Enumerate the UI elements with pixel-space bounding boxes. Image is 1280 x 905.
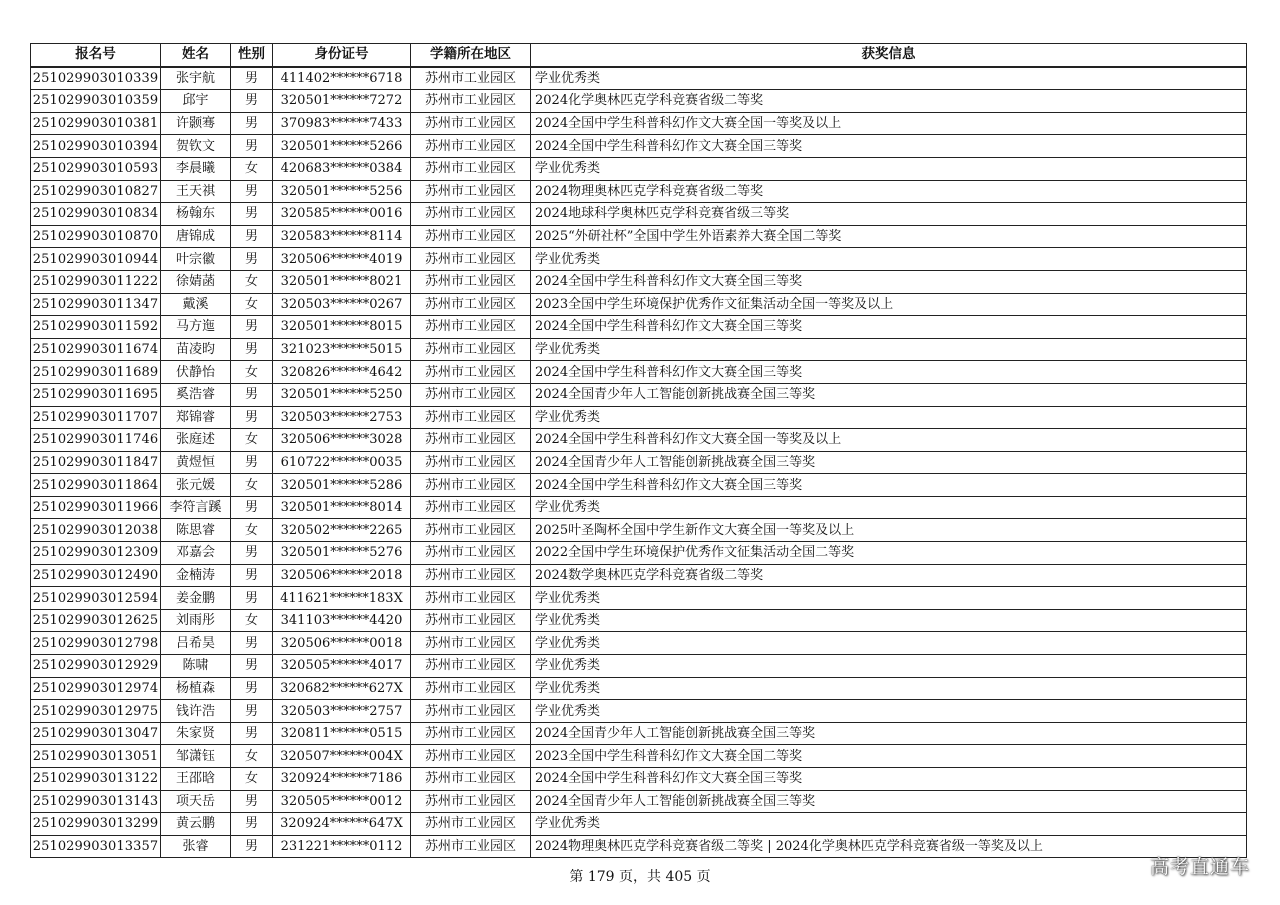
cell-name: 李符言蹊 <box>161 496 231 519</box>
cell-region: 苏州市工业园区 <box>411 451 531 474</box>
cell-award-info: 2024全国中学生科普科幻作文大赛全国三等奖 <box>531 474 1247 497</box>
cell-registration-number: 251029903010381 <box>31 112 161 135</box>
cell-registration-number: 251029903012625 <box>31 609 161 632</box>
cell-award-info: 2024全国青少年人工智能创新挑战赛全国三等奖 <box>531 790 1247 813</box>
cell-award-info: 学业优秀类 <box>531 157 1247 180</box>
cell-id-card: 320924******647X <box>273 813 411 836</box>
cell-name: 许颢骞 <box>161 112 231 135</box>
cell-name: 黄云鹏 <box>161 813 231 836</box>
cell-award-info: 2024全国中学生科普科幻作文大赛全国三等奖 <box>531 270 1247 293</box>
table-row <box>31 790 1247 813</box>
cell-award-info: 学业优秀类 <box>531 406 1247 429</box>
cell-region: 苏州市工业园区 <box>411 383 531 406</box>
cell-region: 苏州市工业园区 <box>411 722 531 745</box>
cell-region: 苏州市工业园区 <box>411 406 531 429</box>
cell-region: 苏州市工业园区 <box>411 768 531 791</box>
cell-gender: 男 <box>231 790 273 813</box>
cell-gender: 男 <box>231 632 273 655</box>
cell-registration-number: 251029903012975 <box>31 700 161 723</box>
table-row <box>31 293 1247 316</box>
cell-gender: 男 <box>231 203 273 226</box>
cell-award-info: 2024全国中学生科普科幻作文大赛全国一等奖及以上 <box>531 429 1247 452</box>
cell-gender: 女 <box>231 768 273 791</box>
header-gender: 性别 <box>231 44 273 67</box>
cell-id-card: 320502******2265 <box>273 519 411 542</box>
table-row <box>31 90 1247 113</box>
cell-award-info: 学业优秀类 <box>531 655 1247 678</box>
cell-award-info: 学业优秀类 <box>531 632 1247 655</box>
cell-registration-number: 251029903013047 <box>31 722 161 745</box>
table-row <box>31 587 1247 610</box>
cell-region: 苏州市工业园区 <box>411 157 531 180</box>
cell-id-card: 320682******627X <box>273 677 411 700</box>
cell-gender: 女 <box>231 270 273 293</box>
header-name: 姓名 <box>161 44 231 67</box>
cell-gender: 男 <box>231 677 273 700</box>
cell-registration-number: 251029903011746 <box>31 429 161 452</box>
cell-id-card: 320506******2018 <box>273 564 411 587</box>
cell-gender: 男 <box>231 496 273 519</box>
cell-gender: 男 <box>231 587 273 610</box>
table-row <box>31 745 1247 768</box>
cell-registration-number: 251029903012929 <box>31 655 161 678</box>
cell-region: 苏州市工业园区 <box>411 180 531 203</box>
cell-registration-number: 251029903010339 <box>31 67 161 90</box>
cell-award-info: 2024数学奥林匹克学科竞赛省级二等奖 <box>531 564 1247 587</box>
cell-award-info: 学业优秀类 <box>531 67 1247 90</box>
table-row <box>31 519 1247 542</box>
cell-id-card: 320811******0515 <box>273 722 411 745</box>
cell-name: 朱家贤 <box>161 722 231 745</box>
table-row <box>31 474 1247 497</box>
cell-name: 伏静怡 <box>161 361 231 384</box>
cell-award-info: 2024物理奥林匹克学科竞赛省级二等奖 <box>531 180 1247 203</box>
cell-region: 苏州市工业园区 <box>411 790 531 813</box>
cell-registration-number: 251029903012309 <box>31 542 161 565</box>
watermark-logo-text: 高考直通车 <box>1149 856 1250 878</box>
cell-award-info: 2023全国中学生科普科幻作文大赛全国二等奖 <box>531 745 1247 768</box>
cell-award-info: 学业优秀类 <box>531 496 1247 519</box>
cell-id-card: 320501******5276 <box>273 542 411 565</box>
cell-id-card: 320505******0012 <box>273 790 411 813</box>
cell-gender: 女 <box>231 474 273 497</box>
table-row <box>31 496 1247 519</box>
table-row <box>31 564 1247 587</box>
cell-name: 陈思睿 <box>161 519 231 542</box>
cell-award-info: 2024全国中学生科普科幻作文大赛全国三等奖 <box>531 135 1247 158</box>
cell-award-info: 2024全国中学生科普科幻作文大赛全国三等奖 <box>531 316 1247 339</box>
cell-award-info: 2023全国中学生环境保护优秀作文征集活动全国一等奖及以上 <box>531 293 1247 316</box>
table-row <box>31 157 1247 180</box>
cell-registration-number: 251029903011847 <box>31 451 161 474</box>
cell-name: 李晨曦 <box>161 157 231 180</box>
table-row <box>31 835 1247 858</box>
cell-name: 钱许浩 <box>161 700 231 723</box>
cell-id-card: 320501******7272 <box>273 90 411 113</box>
table-row <box>31 429 1247 452</box>
cell-award-info: 2024全国中学生科普科幻作文大赛全国三等奖 <box>531 768 1247 791</box>
header-region: 学籍所在地区 <box>411 44 531 67</box>
cell-region: 苏州市工业园区 <box>411 203 531 226</box>
cell-registration-number: 251029903010593 <box>31 157 161 180</box>
table-row <box>31 677 1247 700</box>
cell-gender: 男 <box>231 655 273 678</box>
cell-registration-number: 251029903012594 <box>31 587 161 610</box>
cell-name: 奚浩睿 <box>161 383 231 406</box>
cell-award-info: 学业优秀类 <box>531 609 1247 632</box>
cell-award-info: 学业优秀类 <box>531 248 1247 271</box>
table-row <box>31 135 1247 158</box>
cell-gender: 女 <box>231 609 273 632</box>
cell-gender: 男 <box>231 542 273 565</box>
cell-award-info: 2024全国中学生科普科幻作文大赛全国一等奖及以上 <box>531 112 1247 135</box>
cell-gender: 男 <box>231 112 273 135</box>
cell-id-card: 411402******6718 <box>273 67 411 90</box>
cell-registration-number: 251029903013299 <box>31 813 161 836</box>
cell-registration-number: 251029903013051 <box>31 745 161 768</box>
cell-region: 苏州市工业园区 <box>411 293 531 316</box>
cell-region: 苏州市工业园区 <box>411 677 531 700</box>
cell-gender: 男 <box>231 316 273 339</box>
cell-region: 苏州市工业园区 <box>411 496 531 519</box>
cell-id-card: 320506******3028 <box>273 429 411 452</box>
cell-name: 王邵晗 <box>161 768 231 791</box>
cell-gender: 男 <box>231 835 273 858</box>
cell-gender: 女 <box>231 429 273 452</box>
cell-id-card: 320503******2753 <box>273 406 411 429</box>
table-row <box>31 383 1247 406</box>
cell-registration-number: 251029903013122 <box>31 768 161 791</box>
cell-name: 邓嘉会 <box>161 542 231 565</box>
cell-registration-number: 251029903010944 <box>31 248 161 271</box>
cell-award-info: 2025“外研社杯”全国中学生外语素养大赛全国二等奖 <box>531 225 1247 248</box>
cell-award-info: 2024全国青少年人工智能创新挑战赛全国三等奖 <box>531 451 1247 474</box>
cell-name: 徐婧菡 <box>161 270 231 293</box>
cell-region: 苏州市工业园区 <box>411 225 531 248</box>
cell-gender: 男 <box>231 406 273 429</box>
cell-id-card: 610722******0035 <box>273 451 411 474</box>
cell-gender: 女 <box>231 157 273 180</box>
cell-registration-number: 251029903011966 <box>31 496 161 519</box>
cell-region: 苏州市工业园区 <box>411 564 531 587</box>
cell-name: 戴溪 <box>161 293 231 316</box>
cell-gender: 女 <box>231 745 273 768</box>
cell-registration-number: 251029903011674 <box>31 338 161 361</box>
table-row <box>31 270 1247 293</box>
cell-region: 苏州市工业园区 <box>411 270 531 293</box>
cell-id-card: 320583******8114 <box>273 225 411 248</box>
cell-id-card: 320826******4642 <box>273 361 411 384</box>
cell-gender: 男 <box>231 90 273 113</box>
cell-gender: 男 <box>231 225 273 248</box>
cell-region: 苏州市工业园区 <box>411 338 531 361</box>
cell-region: 苏州市工业园区 <box>411 835 531 858</box>
cell-region: 苏州市工业园区 <box>411 609 531 632</box>
table-row <box>31 225 1247 248</box>
header-id-card: 身份证号 <box>273 44 411 67</box>
cell-registration-number: 251029903012490 <box>31 564 161 587</box>
cell-registration-number: 251029903011695 <box>31 383 161 406</box>
cell-registration-number: 251029903012974 <box>31 677 161 700</box>
table-row <box>31 338 1247 361</box>
cell-name: 邹潇钰 <box>161 745 231 768</box>
cell-region: 苏州市工业园区 <box>411 542 531 565</box>
cell-gender: 男 <box>231 722 273 745</box>
cell-name: 叶宗徽 <box>161 248 231 271</box>
cell-award-info: 学业优秀类 <box>531 587 1247 610</box>
table-row <box>31 248 1247 271</box>
cell-award-info: 2024化学奥林匹克学科竞赛省级二等奖 <box>531 90 1247 113</box>
cell-region: 苏州市工业园区 <box>411 67 531 90</box>
cell-award-info: 2024全国中学生科普科幻作文大赛全国三等奖 <box>531 361 1247 384</box>
cell-name: 郑锦睿 <box>161 406 231 429</box>
cell-registration-number: 251029903011689 <box>31 361 161 384</box>
table-row <box>31 632 1247 655</box>
cell-registration-number: 251029903011707 <box>31 406 161 429</box>
cell-region: 苏州市工业园区 <box>411 429 531 452</box>
cell-gender: 女 <box>231 519 273 542</box>
table-row <box>31 542 1247 565</box>
cell-registration-number: 251029903010394 <box>31 135 161 158</box>
cell-id-card: 320501******8021 <box>273 270 411 293</box>
table-row <box>31 361 1247 384</box>
cell-registration-number: 251029903012038 <box>31 519 161 542</box>
cell-region: 苏州市工业园区 <box>411 248 531 271</box>
header-registration-number: 报名号 <box>31 44 161 67</box>
cell-id-card: 420683******0384 <box>273 157 411 180</box>
cell-region: 苏州市工业园区 <box>411 813 531 836</box>
cell-gender: 男 <box>231 700 273 723</box>
cell-region: 苏州市工业园区 <box>411 90 531 113</box>
cell-name: 贺钦文 <box>161 135 231 158</box>
cell-name: 项天岳 <box>161 790 231 813</box>
cell-award-info: 2025叶圣陶杯全国中学生新作文大赛全国一等奖及以上 <box>531 519 1247 542</box>
cell-region: 苏州市工业园区 <box>411 519 531 542</box>
cell-name: 王天祺 <box>161 180 231 203</box>
cell-name: 吕希昊 <box>161 632 231 655</box>
cell-award-info: 学业优秀类 <box>531 813 1247 836</box>
cell-gender: 女 <box>231 361 273 384</box>
cell-region: 苏州市工业园区 <box>411 632 531 655</box>
cell-gender: 女 <box>231 293 273 316</box>
cell-registration-number: 251029903013357 <box>31 835 161 858</box>
cell-id-card: 231221******0112 <box>273 835 411 858</box>
cell-id-card: 370983******7433 <box>273 112 411 135</box>
cell-region: 苏州市工业园区 <box>411 112 531 135</box>
cell-id-card: 320501******5250 <box>273 383 411 406</box>
cell-region: 苏州市工业园区 <box>411 587 531 610</box>
page-number: 第 179 页，共 405 页 <box>569 869 711 885</box>
cell-id-card: 320505******4017 <box>273 655 411 678</box>
cell-name: 苗凌昀 <box>161 338 231 361</box>
cell-id-card: 341103******4420 <box>273 609 411 632</box>
cell-registration-number: 251029903011347 <box>31 293 161 316</box>
cell-gender: 男 <box>231 338 273 361</box>
cell-award-info: 学业优秀类 <box>531 700 1247 723</box>
table-row <box>31 609 1247 632</box>
cell-registration-number: 251029903011222 <box>31 270 161 293</box>
cell-gender: 男 <box>231 248 273 271</box>
cell-gender: 男 <box>231 180 273 203</box>
cell-gender: 男 <box>231 383 273 406</box>
cell-gender: 男 <box>231 135 273 158</box>
cell-id-card: 411621******183X <box>273 587 411 610</box>
cell-gender: 男 <box>231 813 273 836</box>
cell-id-card: 320501******5286 <box>273 474 411 497</box>
cell-region: 苏州市工业园区 <box>411 361 531 384</box>
cell-id-card: 321023******5015 <box>273 338 411 361</box>
cell-name: 姜金鹏 <box>161 587 231 610</box>
cell-region: 苏州市工业园区 <box>411 316 531 339</box>
cell-region: 苏州市工业园区 <box>411 135 531 158</box>
cell-registration-number: 251029903011864 <box>31 474 161 497</box>
table-row <box>31 813 1247 836</box>
award-table <box>30 43 1247 858</box>
cell-registration-number: 251029903013143 <box>31 790 161 813</box>
cell-registration-number: 251029903010827 <box>31 180 161 203</box>
cell-id-card: 320503******0267 <box>273 293 411 316</box>
table-row <box>31 451 1247 474</box>
cell-name: 马方迤 <box>161 316 231 339</box>
table-row <box>31 700 1247 723</box>
cell-gender: 男 <box>231 67 273 90</box>
cell-id-card: 320503******2757 <box>273 700 411 723</box>
table-row <box>31 316 1247 339</box>
cell-id-card: 320924******7186 <box>273 768 411 791</box>
cell-registration-number: 251029903012798 <box>31 632 161 655</box>
cell-registration-number: 251029903010359 <box>31 90 161 113</box>
table-row <box>31 180 1247 203</box>
table-row <box>31 67 1247 90</box>
cell-id-card: 320585******0016 <box>273 203 411 226</box>
cell-name: 杨翰东 <box>161 203 231 226</box>
cell-name: 唐锦成 <box>161 225 231 248</box>
cell-name: 张元媛 <box>161 474 231 497</box>
award-table-container <box>30 43 1246 858</box>
cell-id-card: 320501******8015 <box>273 316 411 339</box>
cell-award-info: 2024全国青少年人工智能创新挑战赛全国三等奖 <box>531 722 1247 745</box>
cell-name: 杨植森 <box>161 677 231 700</box>
cell-name: 张宇航 <box>161 67 231 90</box>
cell-id-card: 320501******8014 <box>273 496 411 519</box>
cell-name: 金楠涛 <box>161 564 231 587</box>
cell-award-info: 2022全国中学生环境保护优秀作文征集活动全国二等奖 <box>531 542 1247 565</box>
cell-region: 苏州市工业园区 <box>411 700 531 723</box>
cell-region: 苏州市工业园区 <box>411 745 531 768</box>
cell-name: 黄煜恒 <box>161 451 231 474</box>
cell-registration-number: 251029903010834 <box>31 203 161 226</box>
cell-gender: 男 <box>231 451 273 474</box>
table-row <box>31 655 1247 678</box>
cell-id-card: 320506******4019 <box>273 248 411 271</box>
cell-award-info: 2024全国青少年人工智能创新挑战赛全国三等奖 <box>531 383 1247 406</box>
cell-gender: 男 <box>231 564 273 587</box>
table-row <box>31 722 1247 745</box>
cell-id-card: 320506******0018 <box>273 632 411 655</box>
cell-registration-number: 251029903011592 <box>31 316 161 339</box>
cell-id-card: 320507******004X <box>273 745 411 768</box>
cell-id-card: 320501******5256 <box>273 180 411 203</box>
table-header-row <box>31 44 1247 67</box>
cell-region: 苏州市工业园区 <box>411 655 531 678</box>
table-row <box>31 203 1247 226</box>
cell-region: 苏州市工业园区 <box>411 474 531 497</box>
cell-award-info: 学业优秀类 <box>531 338 1247 361</box>
cell-award-info: 2024地球科学奥林匹克学科竞赛省级三等奖 <box>531 203 1247 226</box>
cell-name: 刘雨彤 <box>161 609 231 632</box>
cell-award-info: 2024物理奥林匹克学科竞赛省级二等奖 | 2024化学奥林匹克学科竞赛省级一等奖及以上 <box>531 835 1247 858</box>
cell-registration-number: 251029903010870 <box>31 225 161 248</box>
header-award-info: 获奖信息 <box>531 44 1247 67</box>
table-row <box>31 768 1247 791</box>
cell-award-info: 学业优秀类 <box>531 677 1247 700</box>
cell-name: 陈啸 <box>161 655 231 678</box>
cell-name: 邱宇 <box>161 90 231 113</box>
table-body <box>31 67 1247 858</box>
table-row <box>31 406 1247 429</box>
table-row <box>31 112 1247 135</box>
cell-name: 张睿 <box>161 835 231 858</box>
cell-id-card: 320501******5266 <box>273 135 411 158</box>
cell-name: 张庭述 <box>161 429 231 452</box>
